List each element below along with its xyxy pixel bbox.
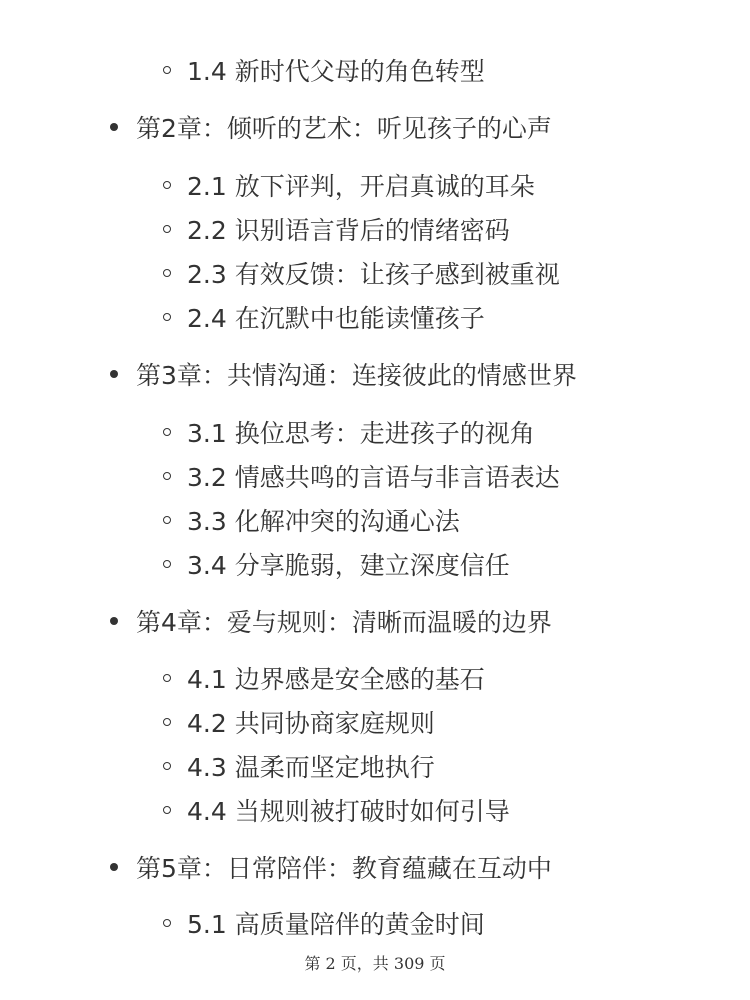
hollow-bullet-icon (163, 313, 171, 321)
filled-bullet-icon (110, 370, 118, 378)
toc-chapter-label: 第5章：日常陪伴：教育蕴藏在互动中 (136, 854, 552, 883)
toc-section-3-2[interactable] (163, 456, 560, 496)
filled-bullet-icon (110, 123, 118, 131)
toc-section-label: 4.1 边界感是安全感的基石 (187, 665, 485, 694)
toc-section-1-4[interactable] (163, 50, 485, 90)
hollow-bullet-icon (163, 181, 171, 189)
toc-chapter-label: 第4章：爱与规则：清晰而温暖的边界 (136, 608, 552, 637)
toc-chapter-label: 第2章：倾听的艺术：听见孩子的心声 (136, 114, 552, 143)
page-footer: 第 2 页，共 309 页 (304, 954, 446, 973)
toc-chapter-5[interactable] (110, 847, 552, 887)
toc-chapter-label: 第3章：共情沟通：连接彼此的情感世界 (136, 361, 577, 390)
hollow-bullet-icon (163, 472, 171, 480)
toc-section-2-3[interactable] (163, 253, 560, 293)
toc-section-label: 5.1 高质量陪伴的黄金时间 (187, 910, 485, 939)
toc-section-label: 2.1 放下评判，开启真诚的耳朵 (187, 172, 535, 201)
hollow-bullet-icon (163, 560, 171, 568)
hollow-bullet-icon (163, 762, 171, 770)
toc-section-2-2[interactable] (163, 209, 510, 249)
toc-section-2-1[interactable] (163, 165, 535, 205)
toc-section-4-2[interactable] (163, 702, 435, 742)
toc-section-label: 1.4 新时代父母的角色转型 (187, 57, 485, 86)
toc-section-label: 2.4 在沉默中也能读懂孩子 (187, 304, 485, 333)
toc-section-3-3[interactable] (163, 500, 460, 540)
hollow-bullet-icon (163, 516, 171, 524)
toc-section-3-4[interactable] (163, 544, 510, 584)
toc-section-label: 3.4 分享脆弱，建立深度信任 (187, 551, 510, 580)
hollow-bullet-icon (163, 66, 171, 74)
toc-section-label: 4.4 当规则被打破时如何引导 (187, 797, 510, 826)
hollow-bullet-icon (163, 225, 171, 233)
hollow-bullet-icon (163, 806, 171, 814)
toc-chapter-4[interactable] (110, 601, 552, 641)
toc-section-4-3[interactable] (163, 746, 435, 786)
toc-chapter-3[interactable] (110, 354, 577, 394)
toc-section-label: 4.3 温柔而坚定地执行 (187, 753, 435, 782)
hollow-bullet-icon (163, 919, 171, 927)
hollow-bullet-icon (163, 269, 171, 277)
hollow-bullet-icon (163, 718, 171, 726)
hollow-bullet-icon (163, 428, 171, 436)
toc-section-label: 2.2 识别语言背后的情绪密码 (187, 216, 510, 245)
toc-section-4-1[interactable] (163, 658, 485, 698)
toc-chapter-2[interactable] (110, 107, 552, 147)
toc-section-5-1[interactable] (163, 903, 485, 943)
filled-bullet-icon (110, 863, 118, 871)
toc-section-label: 2.3 有效反馈：让孩子感到被重视 (187, 260, 560, 289)
toc-section-label: 3.2 情感共鸣的言语与非言语表达 (187, 463, 560, 492)
toc-section-label: 3.3 化解冲突的沟通心法 (187, 507, 460, 536)
toc-section-2-4[interactable] (163, 297, 485, 337)
toc-section-3-1[interactable] (163, 412, 535, 452)
hollow-bullet-icon (163, 674, 171, 682)
toc-section-4-4[interactable] (163, 790, 510, 830)
filled-bullet-icon (110, 617, 118, 625)
toc-section-label: 4.2 共同协商家庭规则 (187, 709, 435, 738)
toc-section-label: 3.1 换位思考：走进孩子的视角 (187, 419, 535, 448)
